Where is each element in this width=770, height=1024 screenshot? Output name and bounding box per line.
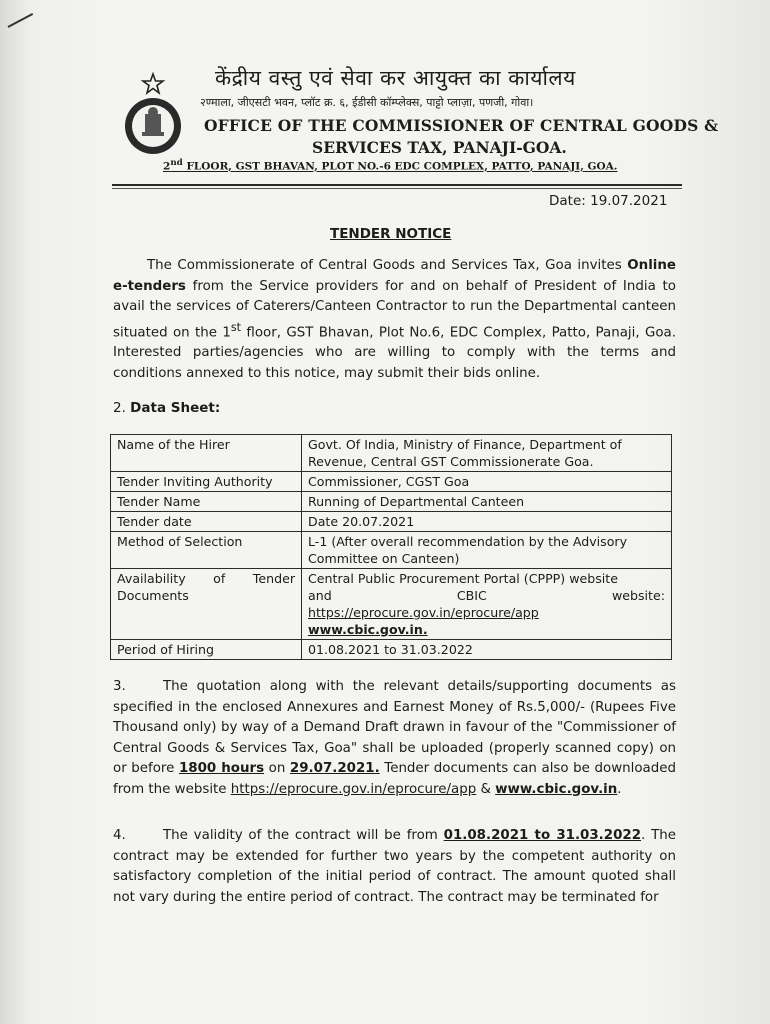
row-key: Tender date [111,512,302,532]
data-sheet-table [110,434,672,660]
paragraph-4: 4. The validity of the contract will be from 01.08.2021 to 31.03.2022. The contract may be extended for further two years by the competent authority on satisfactory completion of the initial period of contract. The amount quoted shall not vary during the entire period of contract. The contract may be terminated for [113,828,676,905]
row-key: Method of Selection [111,532,302,569]
row-value: Govt. Of India, Ministry of Finance, Department of Revenue, Central GST Commissionerate Goa. [302,435,672,472]
table-row [111,532,672,569]
pen-mark [8,13,34,28]
row-value: Commissioner, CGST Goa [302,472,672,492]
notice-title: TENDER NOTICE [330,226,452,242]
row-key: Name of the Hirer [111,435,302,472]
row-value: L-1 (After overall recommendation by the Advisory Committee on Canteen) [302,532,672,569]
row-value: 01.08.2021 to 31.03.2022 [302,640,672,660]
table-row [111,435,672,472]
paragraph-3: 3. The quotation along with the relevant details/supporting documents as specified in the enclosed Annexures and Earnest Money of Rs.5,000/- (Rupees Five Thousand only) by way of a Demand Draft drawn in favour of the "Commissioner of Central Goods & Services Tax, Goa" shall be uploaded (properly scanned copy) on or before 1800 hours on 29.07.2021. Tender documents can also be downloaded from the website https://eprocure.gov.in/eprocure/app & www.cbic.gov.in. [113,679,676,797]
table-row [111,569,672,640]
cbic-link[interactable]: www.cbic.gov.in. [308,622,428,637]
row-value: Date 20.07.2021 [302,512,672,532]
office-address: 2nd FLOOR, GST BHAVAN, PLOT NO.-6 EDC COMPLEX, PATTO, PANAJI, GOA. [163,158,618,173]
cppp-link[interactable]: https://eprocure.gov.in/eprocure/app [230,781,477,797]
table-row [111,640,672,660]
row-value: Running of Departmental Canteen [302,492,672,512]
office-name-line2: SERVICES TAX, PANAJI-GOA. [312,138,567,157]
row-key: Period of Hiring [111,640,302,660]
notice-date: Date: 19.07.2021 [549,193,668,209]
office-name-line1: OFFICE OF THE COMMISSIONER OF CENTRAL GOODS & [204,116,719,135]
national-emblem-logo [118,66,188,162]
hindi-address: २ण्माला, जीएसटी भवन, प्लॉट क्र. ६, ईडीसी कॉम्प्लेक्स, पाट्टो प्लाज़ा, पणजी, गोवा। [200,96,534,109]
table-row [111,512,672,532]
cbic-link[interactable]: www.cbic.gov.in [495,781,618,797]
row-key: Tender Inviting Authority [111,472,302,492]
table-row [111,492,672,512]
cppp-link[interactable]: https://eprocure.gov.in/eprocure/app [308,605,539,620]
header-rule-thin [112,188,682,189]
header-rule [112,184,682,186]
row-value: Central Public Procurement Portal (CPPP) website and CBIC website: https://eprocure.gov.in/eprocure/app www.cbic.gov.in. [302,569,672,640]
data-sheet-heading: 2. Data Sheet: [113,400,221,416]
intro-paragraph: The Commissionerate of Central Goods and Services Tax, Goa invites Online e-tenders from the Service providers for and on behalf of President of India to avail the services of Caterers/Canteen Contractor to run the Departmental canteen situated on the 1st floor, GST Bhavan, Plot No.6, EDC Complex, Patto, Panaji, Goa. Interested parties/agencies who are willing to comply with the terms and conditions annexed to this notice, may submit their bids online. [113,258,677,381]
table-row [111,472,672,492]
row-key: Availability of Tender Documents [111,569,302,640]
hindi-office-name: केंद्रीय वस्तु एवं सेवा कर आयुक्त का कार्यालय [215,66,576,90]
row-key: Tender Name [111,492,302,512]
